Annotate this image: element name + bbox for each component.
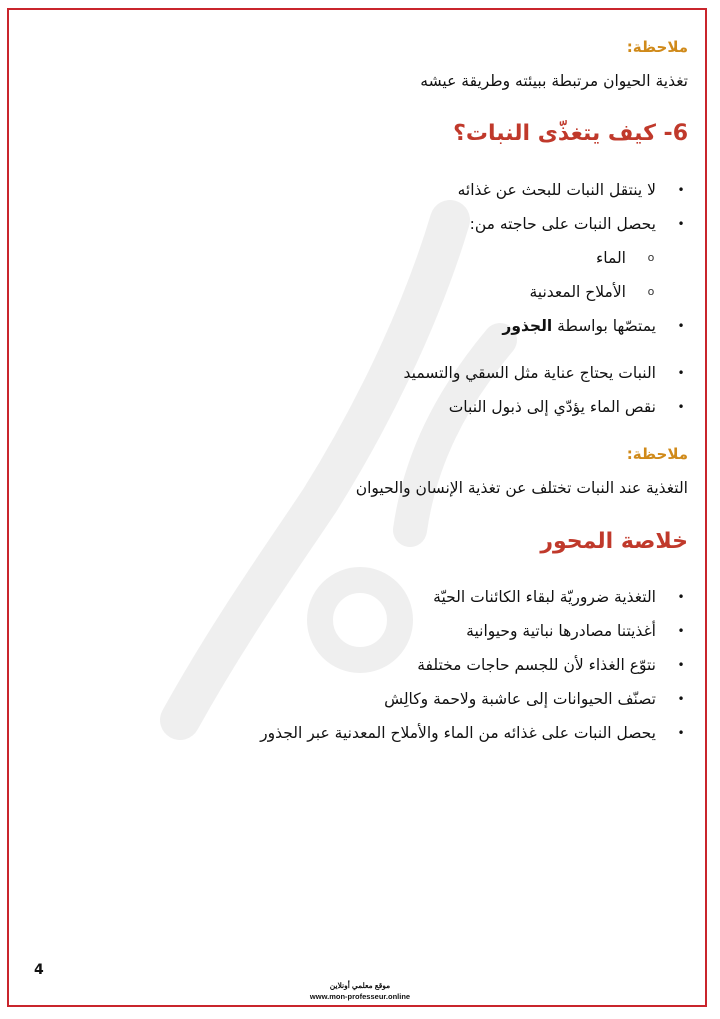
list-item: • لا ينتقل النبات للبحث عن غذائه — [228, 173, 688, 207]
bullet-icon: • — [677, 400, 685, 414]
bullet-icon: • — [677, 624, 685, 638]
bullet-icon: • — [677, 319, 685, 333]
list-item: • يحصل النبات على حاجته من: — [228, 207, 688, 241]
page-number: 4 — [34, 962, 44, 978]
list-item: • النبات يحتاج عناية مثل السقي والتسميد — [228, 356, 688, 390]
list-item: • التغذية ضروريّة لبقاء الكائنات الحيّة — [168, 580, 688, 614]
bullet-icon: • — [677, 217, 685, 231]
list-item: • يحصل النبات على غذائه من الماء والأملاح المعدنية عبر الجذور — [168, 716, 688, 750]
note-label: ملاحظة: — [626, 445, 688, 463]
bullet-icon: • — [677, 183, 685, 197]
bullet-icon: • — [677, 726, 685, 740]
bullet-icon: • — [677, 692, 685, 706]
list-item: • يمتصّها بواسطة الجذور — [228, 309, 688, 343]
list-item: • تصنّف الحيوانات إلى عاشبة ولاحمة وكالِش — [168, 682, 688, 716]
summary-heading: خلاصة المحور — [540, 529, 688, 554]
section-heading: 6- كيف يتغذّى النبات؟ — [453, 121, 688, 146]
sub-bullet-icon: o — [647, 285, 655, 298]
bullet-icon: • — [677, 366, 685, 380]
bullet-icon: • — [677, 590, 685, 604]
sub-list-item: o الماء — [228, 241, 688, 275]
list-item: • نتوّع الغذاء لأن للجسم حاجات مختلفة — [168, 648, 688, 682]
page-border — [7, 8, 707, 1007]
summary-list — [168, 580, 688, 750]
note-text: تغذية الحيوان مرتبطة ببيئته وطريقة عيشه — [420, 72, 688, 90]
plant-care-list — [228, 356, 688, 424]
plant-feeding-list — [228, 173, 688, 343]
note-text: التغذية عند النبات تختلف عن تغذية الإنسان والحيوان — [355, 479, 688, 497]
list-item: • نقص الماء يؤدّي إلى ذبول النبات — [228, 390, 688, 424]
bold-term: الجذور — [502, 317, 553, 335]
note-label: ملاحظة: — [626, 38, 688, 56]
bullet-icon: • — [677, 658, 685, 672]
list-item: • أغذيتنا مصادرها نباتية وحيوانية — [168, 614, 688, 648]
sub-bullet-icon: o — [647, 251, 655, 264]
footer-site-link[interactable]: www.mon-professeur.online — [309, 992, 411, 1001]
sub-list-item: o الأملاح المعدنية — [228, 275, 688, 309]
footer-site-name: موقع معلمي أونلاين — [329, 981, 391, 990]
